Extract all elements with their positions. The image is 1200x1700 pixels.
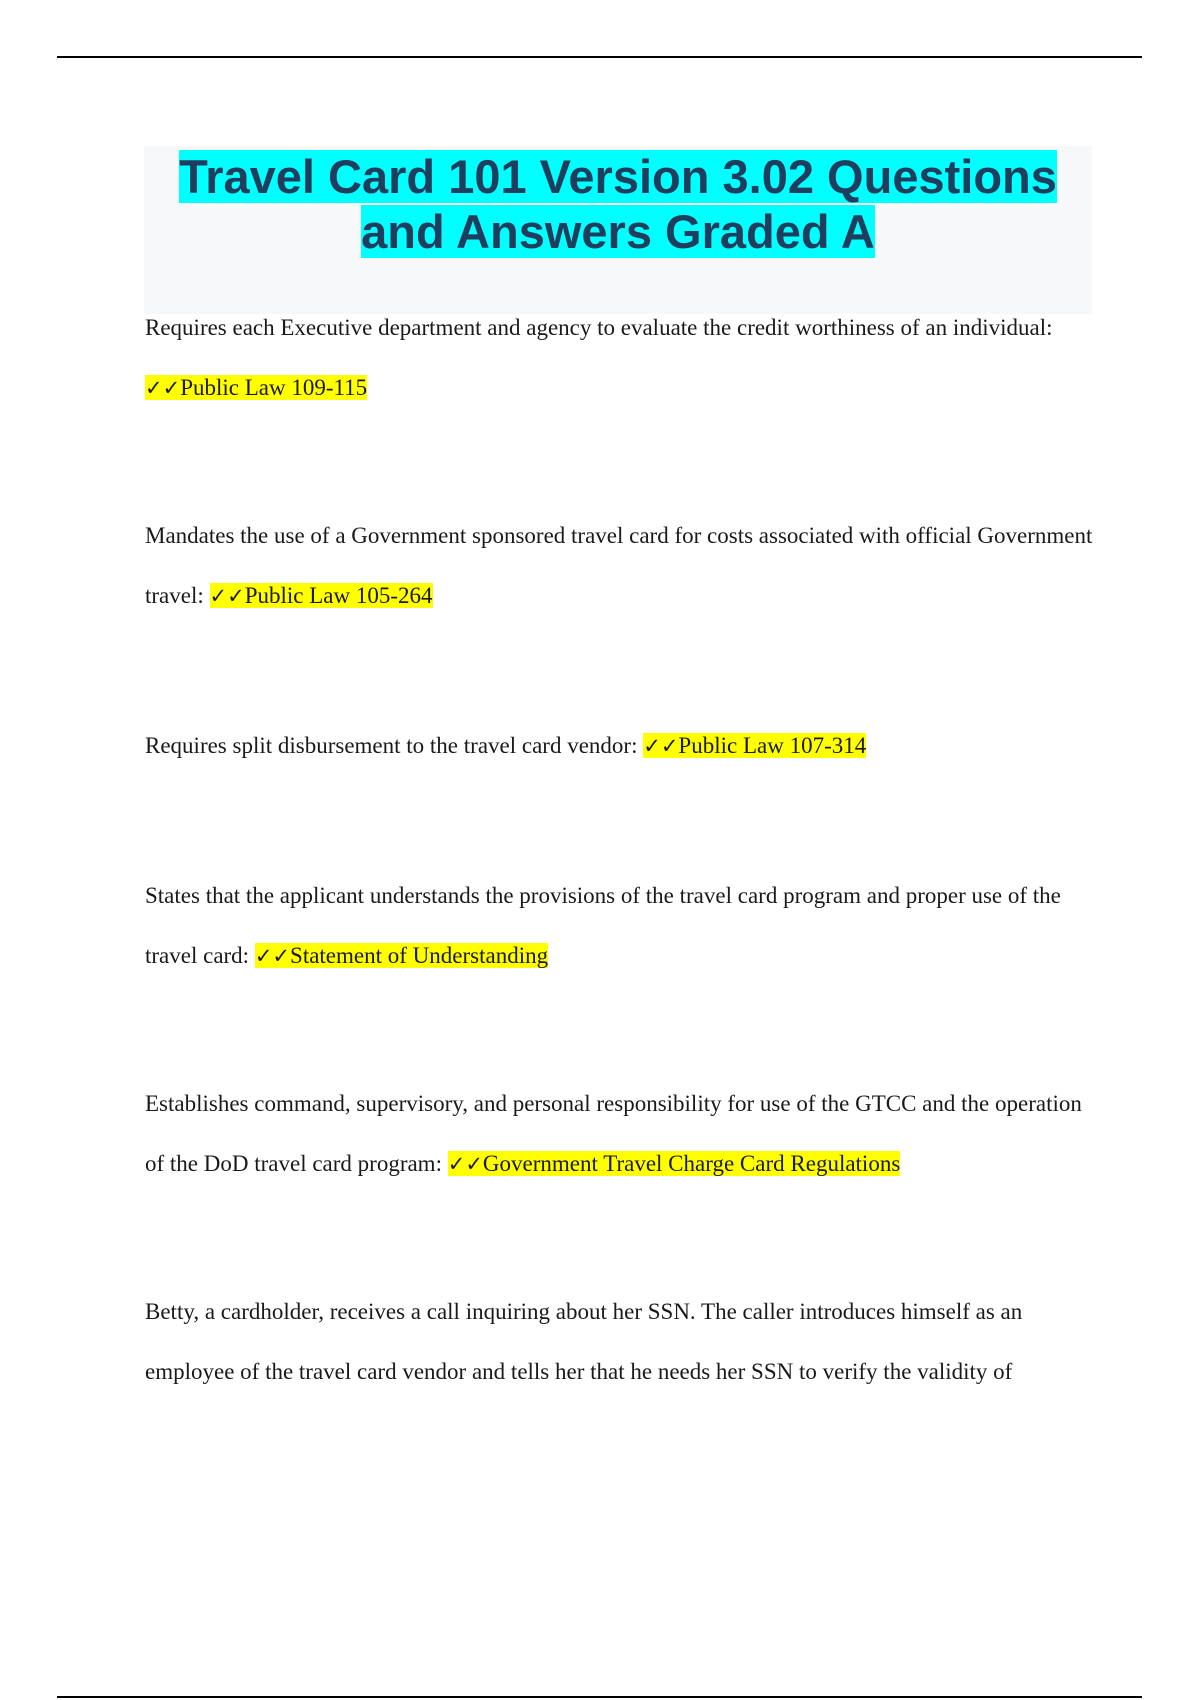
answer-text: Government Travel Charge Card Regulations [482, 1151, 901, 1176]
answer-text: Statement of Understanding [290, 943, 549, 968]
answer-highlight [210, 583, 433, 608]
question-text: Mandates the use of a Government sponsored travel card for costs associated with official Government travel: [145, 523, 1093, 608]
check-icon: ✓✓ [254, 944, 291, 968]
bottom-rule [57, 1696, 1142, 1698]
qa-item-3 [145, 716, 1095, 776]
check-icon: ✓✓ [447, 1152, 483, 1176]
answer-highlight [255, 943, 548, 968]
page-title: Travel Card 101 Version 3.02 Questions and Answers Graded A [179, 150, 1057, 258]
qa-item-1 [145, 298, 1095, 418]
top-rule [57, 56, 1142, 58]
check-icon: ✓✓ [643, 734, 679, 758]
title-block [144, 146, 1092, 314]
qa-item-4 [145, 866, 1095, 986]
answer-text: Public Law 109-115 [180, 375, 368, 400]
question-text: Establishes command, supervisory, and personal responsibility for use of the GTCC and the operation of the DoD travel card program: [145, 1091, 1082, 1176]
answer-highlight [643, 733, 866, 758]
answer-text: Public Law 107-314 [678, 733, 867, 758]
question-text: Requires split disbursement to the travel card vendor: [145, 733, 638, 758]
answer-highlight [448, 1151, 901, 1176]
check-icon: ✓✓ [145, 376, 181, 400]
qa-item-2 [145, 506, 1095, 626]
qa-item-5 [145, 1074, 1095, 1194]
question-text: Requires each Executive department and agency to evaluate the credit worthiness of an individual: [145, 315, 1053, 340]
answer-highlight [145, 375, 367, 400]
question-text: States that the applicant understands the provisions of the travel card program and proper use of the travel card: [145, 883, 1061, 968]
qa-item-6 [145, 1282, 1095, 1402]
answer-text: Public Law 105-264 [244, 583, 433, 608]
check-icon: ✓✓ [209, 584, 245, 608]
question-text: Betty, a cardholder, receives a call inquiring about her SSN. The caller introduces himself as an employee of the travel card vendor and tells her that he needs her SSN to verify the validity of [145, 1299, 1023, 1384]
